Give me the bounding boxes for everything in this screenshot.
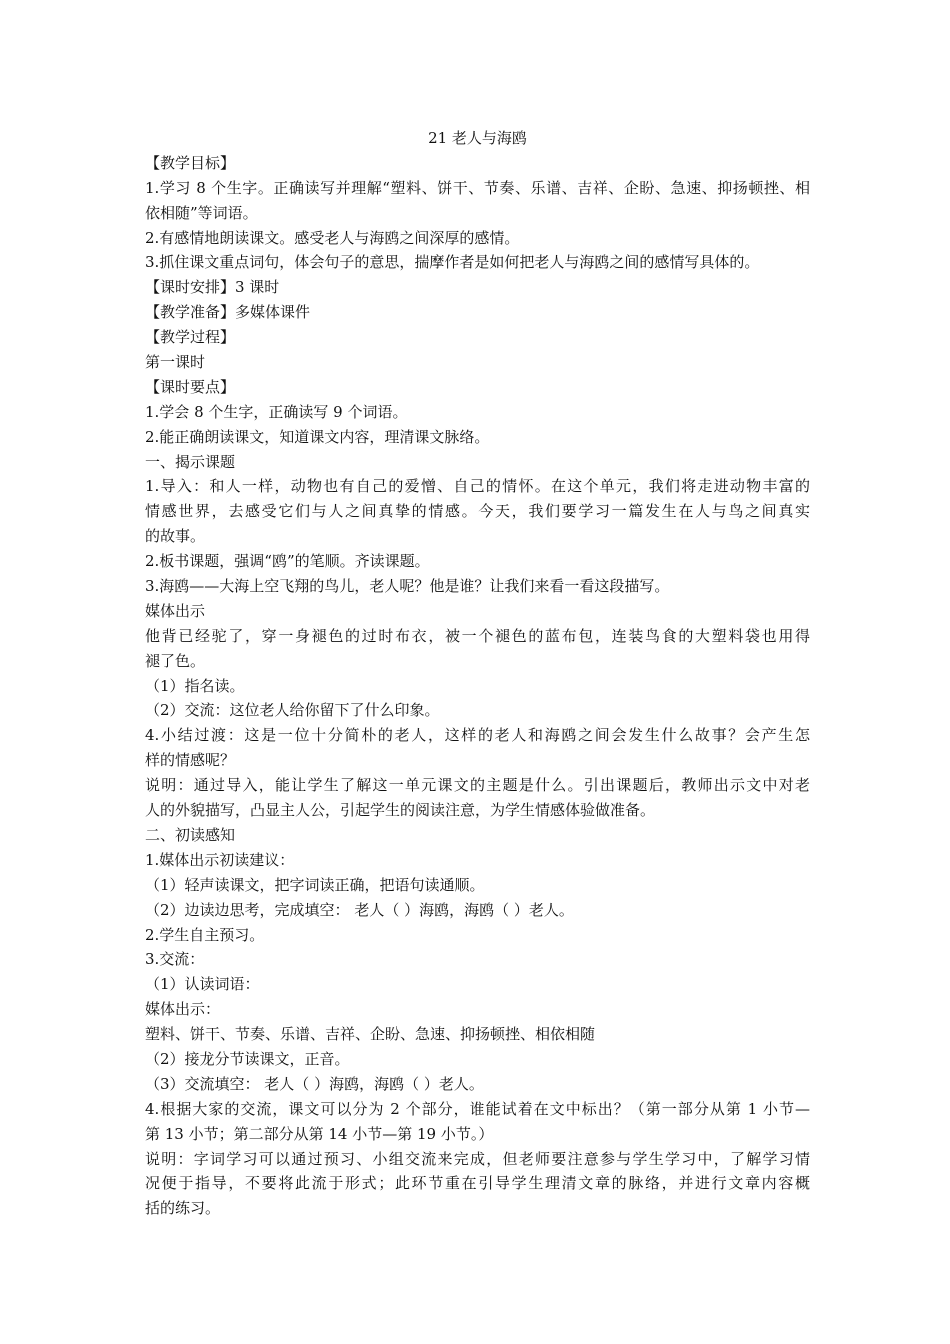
step-board-title: 2.板书课题，强调“鸥”的笔顺。齐读课题。 [145, 552, 430, 571]
document-body [145, 126, 810, 1221]
objective-1-line-1: 1.学习 8 个生字。正确读写并理解“塑料、饼干、节奏、乐谱、吉祥、企盼、急速、抑扬顿挫、相 [145, 178, 810, 197]
note-2-line-2: 况便于指导，不要将此流于形式；此环节重在引导学生理清文章的脉络，并进行文章内容概 [145, 1174, 810, 1193]
vocab-list: 塑料、饼干、节奏、乐谱、吉祥、企盼、急速、抑扬顿挫、相依相随 [145, 1025, 596, 1044]
section-heading-process: 【教学过程】 [145, 328, 236, 347]
key-point-2: 2.能正确朗读课文，知道课文内容，理清课文脉络。 [145, 427, 490, 446]
section-heading-key-points: 【课时要点】 [145, 377, 236, 396]
intro-line-2: 情感世界，去感受它们与人之间真挚的情感。今天，我们要学习一篇发生在人与鸟之间真实 [145, 502, 810, 521]
media-show-label-2: 媒体出示： [145, 1000, 221, 1019]
sub-step-discuss: （2）交流：这位老人给你留下了什么印象。 [145, 701, 440, 720]
quote-line-2: 褪了色。 [145, 651, 206, 670]
advice-1: （1）轻声读课文，把字词读正确，把语句读通顺。 [145, 875, 485, 894]
quote-line-1: 他背已经驼了，穿一身褪色的过时布衣，被一个褪色的蓝布包，连装鸟食的大塑料袋也用得 [145, 626, 810, 645]
fill-blank-exchange: （3）交流填空： 老人（ ）海鸥，海鸥（ ）老人。 [145, 1074, 484, 1093]
note-2-line-3: 括的练习。 [145, 1199, 221, 1218]
reading-advice: 1.媒体出示初读建议： [145, 850, 295, 869]
summary-line-2: 样的情感呢？ [145, 751, 236, 770]
relay-reading: （2）接龙分节读课文，正音。 [145, 1049, 350, 1068]
division-line-1: 4.根据大家的交流，课文可以分为 2 个部分，谁能试着在文中标出？（第一部分从第 1 小节— [145, 1099, 810, 1118]
media-show-label-1: 媒体出示 [145, 601, 206, 620]
exchange-heading: 3.交流： [145, 950, 205, 969]
note-1-line-1: 说明：通过导入，能让学生了解这一单元课文的主题是什么。引出课题后，教师出示文中对老 [145, 776, 810, 795]
advice-2: （2）边读边思考，完成填空： 老人（ ）海鸥，海鸥（ ）老人。 [145, 900, 574, 919]
vocab-reading: （1）认读词语： [145, 975, 260, 994]
schedule-line: 【课时安排】3 课时 [145, 278, 280, 297]
preparation-line: 【教学准备】多媒体课件 [145, 303, 311, 322]
part-two-heading: 二、初读感知 [145, 825, 236, 844]
intro-line-1: 1.导入：和人一样，动物也有自己的爱憎、自己的情怀。在这个单元，我们将走进动物丰富的 [145, 477, 810, 496]
note-1-line-2: 人的外貌描写，凸显主人公，引起学生的阅读注意，为学生情感体验做准备。 [145, 801, 656, 820]
division-line-2: 第 13 小节；第二部分从第 14 小节—第 19 小节。） [145, 1124, 494, 1143]
objective-1-line-2: 依相随”等词语。 [145, 203, 258, 222]
page-title: 21 老人与海鸥 [428, 129, 527, 147]
sub-step-read: （1）指名读。 [145, 676, 245, 695]
part-one-heading: 一、揭示课题 [145, 452, 236, 471]
summary-line-1: 4.小结过渡：这是一位十分简朴的老人，这样的老人和海鸥之间会发生什么故事？会产生怎 [145, 726, 810, 745]
lesson-one-heading: 第一课时 [145, 353, 206, 372]
step-seagull-question: 3.海鸥——大海上空飞翔的鸟儿，老人呢？他是谁？让我们来看一看这段描写。 [145, 577, 670, 596]
section-heading-objectives: 【教学目标】 [145, 153, 236, 172]
note-2-line-1: 说明：字词学习可以通过预习、小组交流来完成，但老师要注意参与学生学习中，了解学习情 [145, 1149, 810, 1168]
self-preview: 2.学生自主预习。 [145, 925, 265, 944]
key-point-1: 1.学会 8 个生字，正确读写 9 个词语。 [145, 402, 408, 421]
objective-2: 2.有感情地朗读课文。感受老人与海鸥之间深厚的感情。 [145, 228, 520, 247]
objective-3: 3.抓住课文重点词句，体会句子的意思，揣摩作者是如何把老人与海鸥之间的感情写具体的。 [145, 253, 760, 272]
intro-line-3: 的故事。 [145, 527, 206, 546]
